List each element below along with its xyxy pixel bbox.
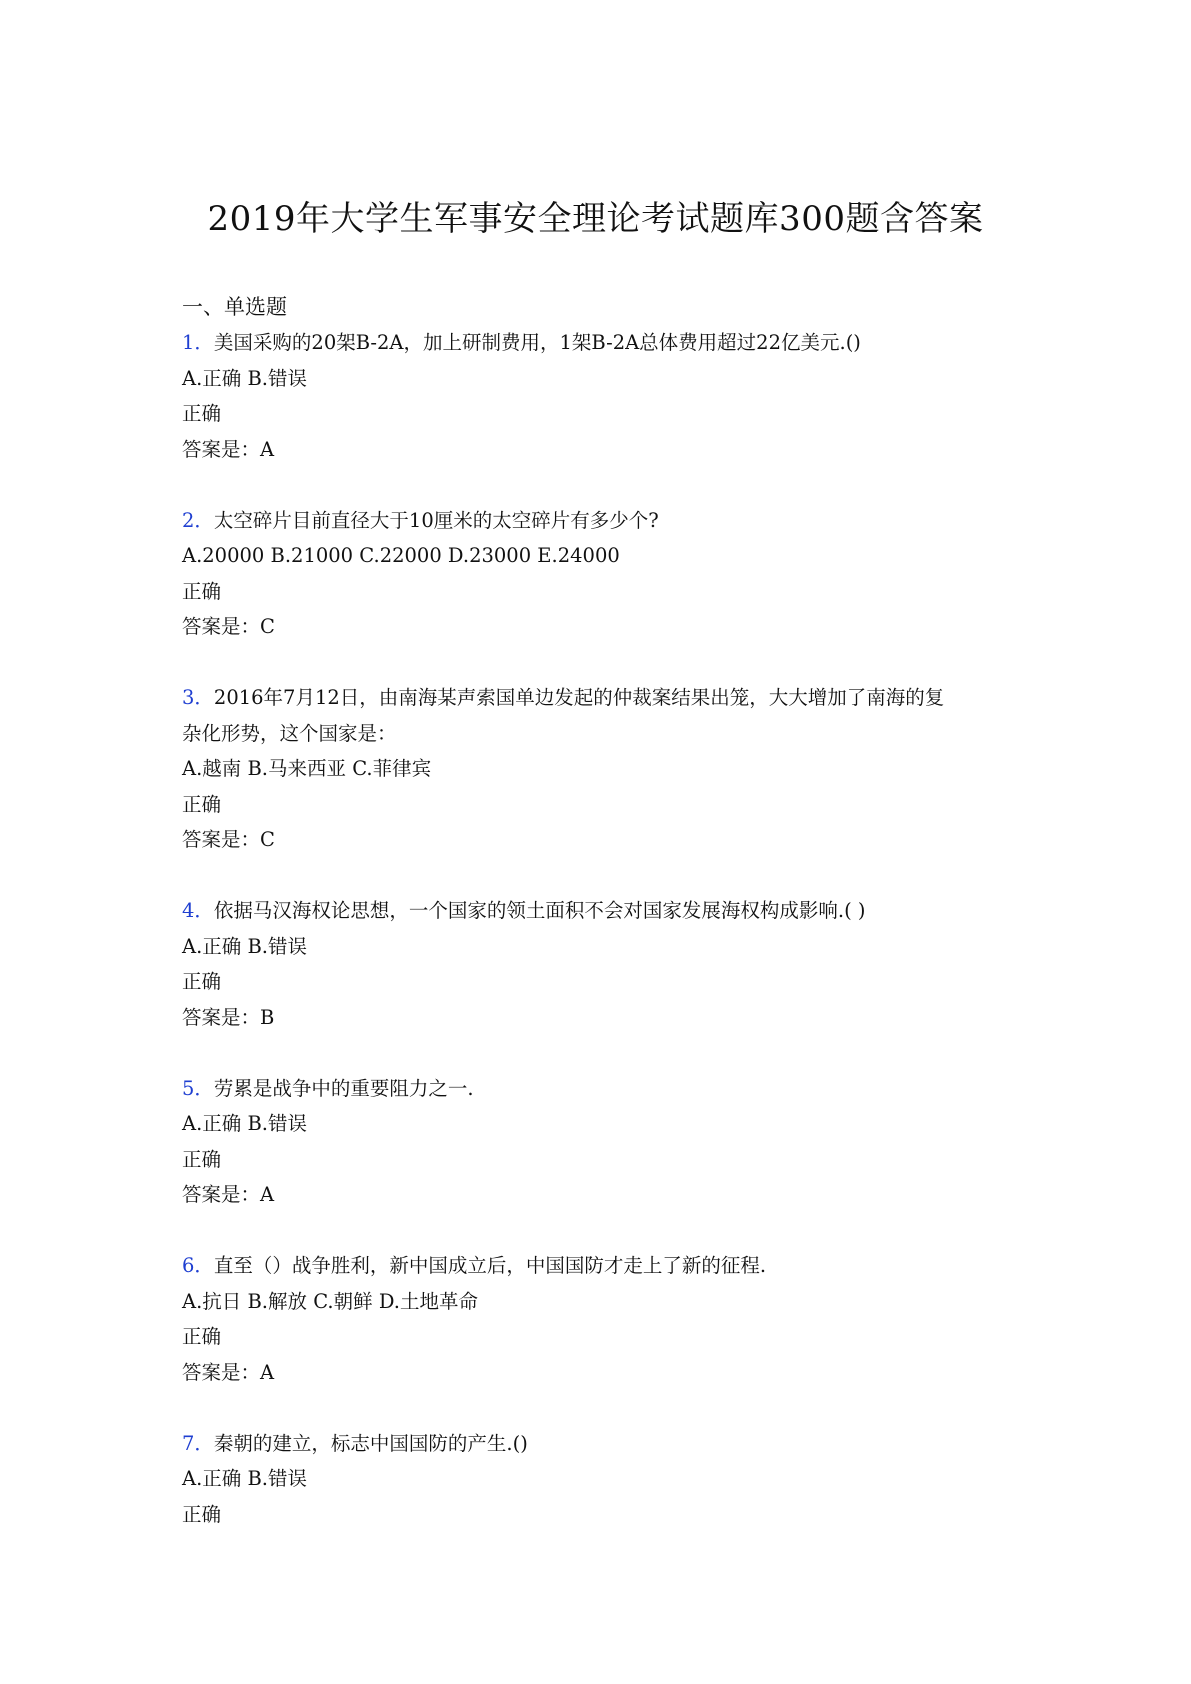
question-options: A.正确 B.错误 [182,934,308,958]
document-title: 2019年大学生军事安全理论考试题库300题含答案 [207,199,984,239]
question-answer: 答案是：C [182,828,275,851]
question-answer: 答案是：C [182,615,275,638]
question-number: 6． [182,1254,214,1277]
question-text: 美国采购的20架B-2A，加上研制费用，1架B-2A总体费用超过22亿美元.() [213,331,861,354]
question-item [182,1426,1032,1533]
question-item [182,1071,1032,1213]
question-number: 1． [182,331,214,354]
question-options: A.正确 B.错误 [182,366,308,390]
question-answer: 答案是：A [182,1360,275,1384]
question-text: 2016年7月12日，由南海某声索国单边发起的仲裁案结果出笼，大大增加了南海的复 [213,686,945,709]
question-answer: 答案是：B [182,1005,275,1029]
question-text-line [182,680,1032,716]
question-number: 3． [182,686,214,709]
question-text-line [182,503,1032,539]
question-item [182,680,1032,858]
question-item [182,503,1032,645]
question-judgement: 正确 [182,579,222,603]
question-number: 2． [182,508,214,532]
question-number: 5． [182,1076,214,1100]
question-options: A.正确 B.错误 [182,1467,308,1490]
question-text: 依据马汉海权论思想，一个国家的领土面积不会对国家发展海权构成影响.( ) [213,899,866,922]
question-judgement: 正确 [182,970,222,993]
question-answer: 答案是：A [182,1183,275,1206]
section-heading: 一、单选题 [182,295,287,319]
question-item [182,325,1032,467]
question-judgement: 正确 [182,1147,222,1171]
question-judgement: 正确 [182,1325,222,1348]
question-item [182,1248,1032,1390]
question-number: 4． [182,899,214,922]
question-text-line [182,893,1032,929]
question-judgement: 正确 [182,792,222,816]
question-text: 秦朝的建立，标志中国国防的产生.() [213,1431,528,1455]
question-text: 劳累是战争中的重要阻力之一. [213,1076,474,1100]
question-judgement: 正确 [182,402,222,425]
questions-container [182,325,1032,1532]
question-list [182,290,1032,1532]
question-text-line [182,1426,1032,1462]
question-judgement: 正确 [182,1502,222,1526]
question-answer: 答案是：A [182,437,275,461]
question-text-line [182,325,1032,361]
question-options: A.20000 B.21000 C.22000 D.23000 E.24000 [182,544,620,567]
question-text-line [182,1248,1032,1284]
question-item [182,893,1032,1035]
question-text: 太空碎片目前直径大于10厘米的太空碎片有多少个? [213,508,659,532]
question-text-line [182,716,1032,752]
question-options: A.正确 B.错误 [182,1112,308,1135]
question-text: 直至（）战争胜利，新中国成立后，中国国防才走上了新的征程. [213,1254,767,1277]
question-options: A.抗日 B.解放 C.朝鲜 D.土地革命 [182,1289,478,1313]
question-text-line [182,1071,1032,1107]
question-options: A.越南 B.马来西亚 C.菲律宾 [182,757,432,780]
question-number: 7． [182,1431,214,1455]
question-text: 杂化形势，这个国家是： [182,721,397,745]
